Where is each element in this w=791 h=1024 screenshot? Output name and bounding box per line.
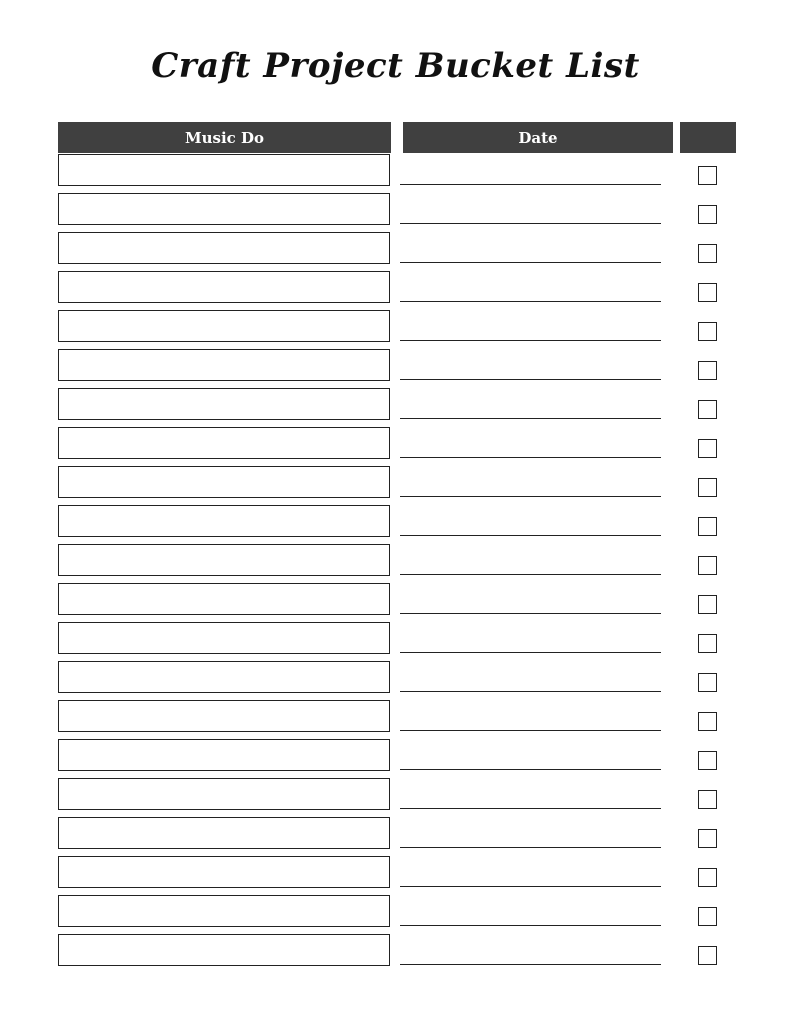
list-item <box>0 427 791 466</box>
date-line[interactable] <box>400 496 661 497</box>
date-line[interactable] <box>400 418 661 419</box>
list-item <box>0 778 791 817</box>
checkbox[interactable] <box>698 751 717 770</box>
checkbox[interactable] <box>698 361 717 380</box>
checkbox[interactable] <box>698 517 717 536</box>
checkbox[interactable] <box>698 478 717 497</box>
date-line[interactable] <box>400 847 661 848</box>
checkbox[interactable] <box>698 205 717 224</box>
date-line[interactable] <box>400 808 661 809</box>
task-field[interactable] <box>58 271 390 303</box>
list-item <box>0 505 791 544</box>
page-title: Craft Project Bucket List <box>151 46 640 86</box>
date-line[interactable] <box>400 769 661 770</box>
task-field[interactable] <box>58 934 390 966</box>
task-field[interactable] <box>58 739 390 771</box>
checkbox[interactable] <box>698 595 717 614</box>
date-line[interactable] <box>400 574 661 575</box>
task-field[interactable] <box>58 310 390 342</box>
list-item <box>0 544 791 583</box>
date-line[interactable] <box>400 613 661 614</box>
checkbox[interactable] <box>698 829 717 848</box>
task-field[interactable] <box>58 466 390 498</box>
list-item <box>0 349 791 388</box>
task-field[interactable] <box>58 427 390 459</box>
task-field[interactable] <box>58 544 390 576</box>
task-field[interactable] <box>58 817 390 849</box>
date-line[interactable] <box>400 223 661 224</box>
checkbox[interactable] <box>698 790 717 809</box>
list-item <box>0 739 791 778</box>
task-field[interactable] <box>58 388 390 420</box>
column-header-task: Music Do <box>58 122 391 153</box>
task-field[interactable] <box>58 661 390 693</box>
list-item <box>0 895 791 934</box>
checkbox[interactable] <box>698 166 717 185</box>
date-line[interactable] <box>400 184 661 185</box>
date-line[interactable] <box>400 262 661 263</box>
list-item <box>0 934 791 973</box>
task-field[interactable] <box>58 583 390 615</box>
date-line[interactable] <box>400 964 661 965</box>
checkbox[interactable] <box>698 439 717 458</box>
date-line[interactable] <box>400 886 661 887</box>
list-item <box>0 271 791 310</box>
task-field[interactable] <box>58 856 390 888</box>
date-line[interactable] <box>400 340 661 341</box>
task-field[interactable] <box>58 895 390 927</box>
date-line[interactable] <box>400 379 661 380</box>
task-field[interactable] <box>58 154 390 186</box>
task-list <box>0 154 791 973</box>
task-field[interactable] <box>58 505 390 537</box>
column-header-check <box>680 122 736 153</box>
date-line[interactable] <box>400 535 661 536</box>
task-field[interactable] <box>58 700 390 732</box>
list-item <box>0 622 791 661</box>
date-line[interactable] <box>400 457 661 458</box>
checkbox[interactable] <box>698 400 717 419</box>
list-item <box>0 154 791 193</box>
list-item <box>0 583 791 622</box>
task-field[interactable] <box>58 778 390 810</box>
date-line[interactable] <box>400 301 661 302</box>
list-item <box>0 310 791 349</box>
task-field[interactable] <box>58 232 390 264</box>
date-line[interactable] <box>400 730 661 731</box>
task-field[interactable] <box>58 193 390 225</box>
date-line[interactable] <box>400 691 661 692</box>
checkbox[interactable] <box>698 907 717 926</box>
task-field[interactable] <box>58 349 390 381</box>
checkbox[interactable] <box>698 556 717 575</box>
list-item <box>0 232 791 271</box>
checkbox[interactable] <box>698 673 717 692</box>
list-item <box>0 388 791 427</box>
checkbox[interactable] <box>698 946 717 965</box>
list-item <box>0 856 791 895</box>
column-header-date: Date <box>403 122 673 153</box>
checkbox[interactable] <box>698 712 717 731</box>
checkbox[interactable] <box>698 634 717 653</box>
checkbox[interactable] <box>698 283 717 302</box>
date-line[interactable] <box>400 652 661 653</box>
list-item <box>0 466 791 505</box>
checkbox[interactable] <box>698 244 717 263</box>
checkbox[interactable] <box>698 322 717 341</box>
date-line[interactable] <box>400 925 661 926</box>
list-item <box>0 817 791 856</box>
list-item <box>0 661 791 700</box>
list-item <box>0 700 791 739</box>
list-item <box>0 193 791 232</box>
task-field[interactable] <box>58 622 390 654</box>
checkbox[interactable] <box>698 868 717 887</box>
